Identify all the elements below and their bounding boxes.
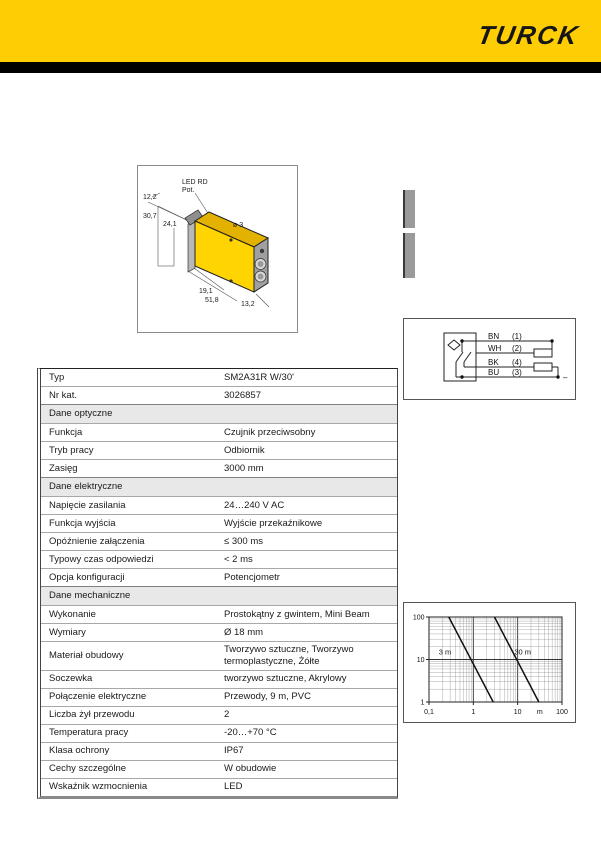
wiring-junctions (460, 339, 559, 378)
row-value: Tworzywo sztuczne, Tworzywo termoplastyczne, Żółte (224, 644, 354, 667)
minus-terminal: – (563, 373, 568, 382)
series-label: 30 m (514, 647, 532, 657)
x-axis-unit: m (536, 709, 543, 716)
wire-wh: WH (488, 344, 502, 353)
wire-bn: BN (488, 332, 500, 341)
row-label: Wykonanie (49, 608, 96, 620)
y-tick-label: 1 (420, 699, 425, 707)
label-led: LED RD (182, 179, 208, 186)
dim-12-2: 12,2 (143, 194, 157, 201)
row-value: Czujnik przeciwsobny (224, 426, 316, 438)
table-row (41, 369, 397, 386)
wire-bk: BK (488, 358, 499, 367)
row-value: 3000 mm (224, 462, 264, 474)
pin-4: (4) (512, 358, 522, 367)
table-row (41, 778, 397, 796)
row-label: Opóźnienie załączenia (49, 535, 145, 547)
bottom-hole (229, 279, 232, 282)
label-pot: Pot. (182, 187, 195, 194)
header-black-strip (0, 62, 601, 73)
row-value: Przewody, 9 m, PVC (224, 691, 311, 703)
optical-receiver-icon (448, 340, 460, 350)
y-tick-label: 100 (412, 614, 425, 622)
turck-logo: TURCK (475, 20, 582, 50)
table-row (41, 760, 397, 778)
row-label: Wskaźnik wzmocnienia (49, 781, 148, 793)
table-row (41, 568, 397, 586)
row-label: Zasięg (49, 462, 78, 474)
row-value: Prostokątny z gwintem, Mini Beam (224, 608, 370, 620)
row-value: Odbiornik (224, 444, 265, 456)
row-value: LED (224, 781, 243, 793)
led-indicator (260, 249, 264, 253)
row-value: Potencjometr (224, 571, 280, 583)
load-resistor-wh (534, 349, 552, 357)
row-value: 2 (224, 709, 230, 721)
x-tick-label: 0,1 (424, 709, 434, 716)
dim-hole: ø 3 (233, 222, 244, 229)
row-label: Materiał obudowy (49, 649, 124, 661)
row-value: -20…+70 °C (224, 727, 277, 739)
table-section-row (41, 404, 397, 423)
dim-51-8: 51,8 (205, 297, 219, 304)
x-tick-label: 1 (471, 709, 476, 716)
dim-30-7: 30,7 (143, 213, 157, 220)
excess-gain-chart-box (403, 602, 576, 723)
table-row (41, 550, 397, 568)
row-value: 24…240 V AC (224, 499, 285, 511)
side-tab-lower (403, 233, 415, 278)
row-label: Typ (49, 371, 65, 383)
row-label: Dane elektryczne (49, 481, 123, 493)
row-value: Wyjście przekaźnikowe (224, 517, 323, 529)
table-row (41, 532, 397, 550)
row-label: Klasa ochrony (49, 745, 110, 757)
row-value: < 2 ms (224, 553, 253, 565)
wire-labels (488, 332, 568, 382)
table-row (41, 423, 397, 441)
table-row (41, 641, 397, 670)
table-section-row (41, 477, 397, 496)
table-row (41, 688, 397, 706)
row-label: Nr kat. (49, 389, 77, 401)
row-label: Funkcja wyjścia (49, 517, 116, 529)
row-label: Dane optyczne (49, 408, 113, 420)
side-tab-upper (403, 190, 415, 228)
dim-13-2: 13,2 (241, 301, 255, 308)
row-label: Dane mechaniczne (49, 590, 131, 602)
row-value: 3026857 (224, 389, 261, 401)
row-label: Soczewka (49, 673, 93, 685)
table-row (41, 706, 397, 724)
row-label: Opcja konfiguracji (49, 571, 125, 583)
row-value: ≤ 300 ms (224, 535, 264, 547)
product-drawing-box (137, 165, 298, 333)
wire-bu: BU (488, 368, 500, 377)
dim-19-1: 19,1 (199, 288, 213, 295)
table-row (41, 496, 397, 514)
row-value: tworzywo sztuczne, Akrylowy (224, 673, 347, 685)
wiring-diagram (404, 319, 575, 399)
table-row (41, 386, 397, 404)
row-label: Cechy szczególne (49, 763, 127, 775)
pin-3: (3) (512, 368, 522, 377)
table-row (41, 441, 397, 459)
table-row (41, 724, 397, 742)
row-value: Ø 18 mm (224, 626, 264, 638)
series-label: 3 m (438, 647, 452, 657)
row-label: Liczba żył przewodu (49, 709, 135, 721)
row-label: Wymiary (49, 626, 86, 638)
table-row (41, 605, 397, 623)
x-tick-label: 100 (556, 709, 568, 716)
mounting-hole (229, 238, 232, 241)
y-tick-label: 10 (416, 657, 425, 664)
row-label: Temperatura pracy (49, 727, 129, 739)
row-value: W obudowie (224, 763, 277, 775)
row-label: Tryb pracy (49, 444, 94, 456)
pin-1: (1) (512, 332, 522, 341)
row-label: Połączenie elektryczne (49, 691, 147, 703)
product-drawing (138, 166, 297, 332)
dim-24-1: 24,1 (163, 221, 177, 228)
wiring-diagram-box (403, 318, 576, 400)
sensor-body (185, 210, 268, 292)
table-row (41, 670, 397, 688)
x-tick-label: 10 (513, 709, 522, 716)
row-label: Funkcja (49, 426, 83, 438)
table-row (41, 623, 397, 641)
table-section-row (41, 586, 397, 605)
row-value: IP67 (224, 745, 244, 757)
spec-table (37, 368, 398, 799)
excess-gain-chart (404, 603, 575, 722)
table-row (41, 459, 397, 477)
table-row (41, 514, 397, 532)
pin-2: (2) (512, 344, 522, 353)
table-row (41, 742, 397, 760)
load-resistor-bk (534, 363, 552, 371)
row-value: SM2A31R W/30' (224, 371, 294, 383)
row-label: Napięcie zasilania (49, 499, 126, 511)
row-label: Typowy czas odpowiedzi (49, 553, 154, 565)
